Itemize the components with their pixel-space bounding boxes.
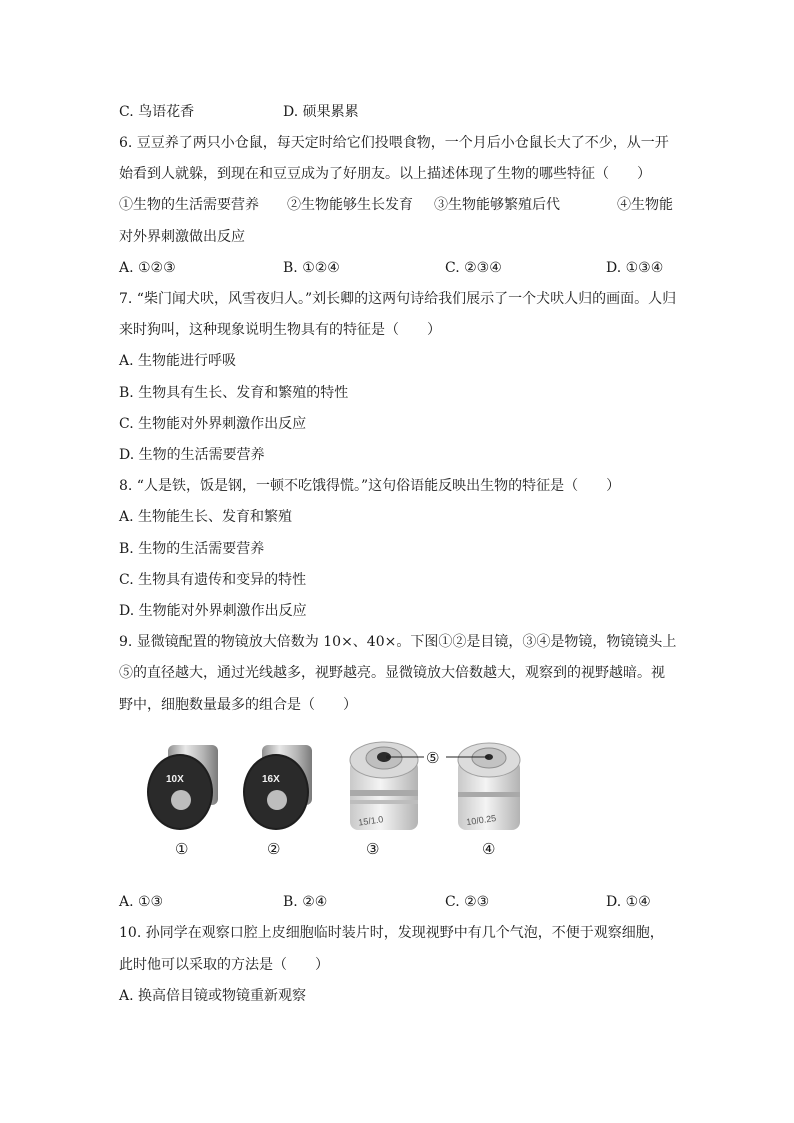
pointer-label-5: ⑤ <box>426 749 440 767</box>
objective-4-marking: 10/0.25 <box>465 813 497 828</box>
q7-stem-line-2: 来时狗叫，这种现象说明生物具有的特征是（ ） <box>119 322 441 338</box>
q9-stem-line-3: 野中，细胞数量最多的组合是（ ） <box>119 697 357 713</box>
q10-stem-line-1: 10. 孙同学在观察口腔上皮细胞临时装片时，发现视野中有几个气泡，不便于观察细胞， <box>119 925 664 941</box>
eyepiece-2-image <box>243 745 312 830</box>
q8-option-b: B. 生物的生活需要营养 <box>119 541 265 557</box>
q6-item-2: ②生物能够生长发育 <box>287 197 413 213</box>
q9-stem-line-1: 9. 显微镜配置的物镜放大倍数为 10×、40×。下图①②是目镜，③④是物镜，物镜镜头上 <box>119 634 677 650</box>
q6-stem-line-2: 始看到人就躲，到现在和豆豆成为了好朋友。以上描述体现了生物的哪些特征（ ） <box>119 166 651 182</box>
q5-option-d: D. 硕果累累 <box>283 104 359 120</box>
eyepiece-1-marking: 10X <box>166 774 184 785</box>
figure-caption-2: ② <box>267 840 281 858</box>
pointer-dot-left <box>386 755 390 759</box>
objective-3-marking: 15/1.0 <box>357 814 384 828</box>
objective-4-image <box>458 743 520 830</box>
q6-item-4: ④生物能 <box>617 197 673 213</box>
q7-option-d: D. 生物的生活需要营养 <box>119 447 265 463</box>
q7-stem-line-1: 7. “柴门闻犬吠，风雪夜归人。”刘长卿的这两句诗给我们展示了一个犬吠人归的画面。人归 <box>119 291 677 307</box>
eyepiece-2-marking: 16X <box>262 774 280 785</box>
q8-stem: 8. “人是铁，饭是钢，一顿不吃饿得慌。”这句俗语能反映出生物的特征是（ ） <box>119 478 621 494</box>
figure-caption-3: ③ <box>366 840 380 858</box>
figure-caption-1: ① <box>175 840 189 858</box>
q7-option-c: C. 生物能对外界刺激作出反应 <box>119 416 307 432</box>
q10-option-a: A. 换高倍目镜或物镜重新观察 <box>119 988 307 1004</box>
q8-option-a: A. 生物能生长、发育和繁殖 <box>119 509 293 525</box>
q9-option-b: B. ②④ <box>283 894 328 910</box>
q8-option-c: C. 生物具有遗传和变异的特性 <box>119 572 307 588</box>
objective-3-image <box>350 742 418 830</box>
q9-stem-line-2: ⑤的直径越大，通过光线越多，视野越亮。显微镜放大倍数越大，观察到的视野越暗。视 <box>119 665 665 681</box>
q6-option-a: A. ①②③ <box>119 260 176 276</box>
q6-item-4-cont: 对外界刺激做出反应 <box>119 229 245 245</box>
q6-option-b: B. ①②④ <box>283 260 340 276</box>
q6-item-3: ③生物能够繁殖后代 <box>434 197 560 213</box>
q9-option-d: D. ①④ <box>606 894 651 910</box>
q5-option-c: C. 鸟语花香 <box>119 104 195 120</box>
pointer-dot-right <box>485 755 489 759</box>
figure-caption-4: ④ <box>482 840 496 858</box>
q9-option-a: A. ①③ <box>119 894 164 910</box>
q7-option-b: B. 生物具有生长、发育和繁殖的特性 <box>119 385 349 401</box>
q6-option-c: C. ②③④ <box>445 260 502 276</box>
eyepiece-1-image <box>147 745 218 830</box>
q6-stem-line-1: 6. 豆豆养了两只小仓鼠，每天定时给它们投喂食物，一个月后小仓鼠长大了不少，从一开 <box>119 135 669 151</box>
q6-option-d: D. ①③④ <box>606 260 664 276</box>
q10-stem-line-2: 此时他可以采取的方法是（ ） <box>119 957 329 973</box>
q6-item-1: ①生物的生活需要营养 <box>119 197 259 213</box>
q7-option-a: A. 生物能进行呼吸 <box>119 353 237 369</box>
q8-option-d: D. 生物能对外界刺激作出反应 <box>119 603 307 619</box>
q9-option-c: C. ②③ <box>445 894 490 910</box>
